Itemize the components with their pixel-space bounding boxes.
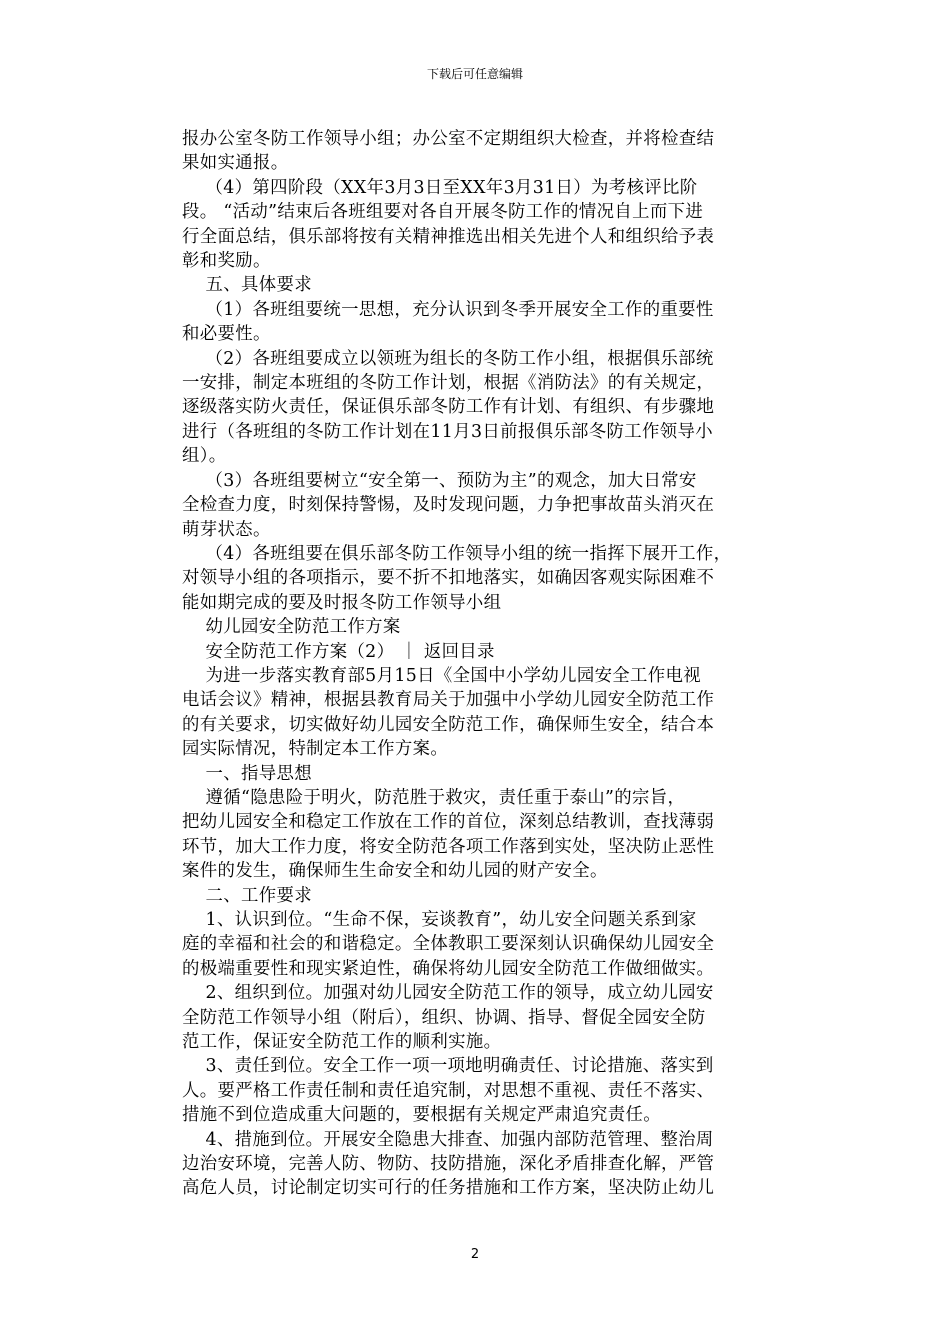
text-line: 报办公室冬防工作领导小组；办公室不定期组织大检查，并将检查结 bbox=[182, 129, 715, 149]
return-to-contents-link[interactable]: 安全防范工作方案（2） ｜ 返回目录 bbox=[182, 641, 495, 662]
text-line: 3、责任到位。安全工作一项一项地明确责任、讨论措施、落实到 bbox=[182, 1056, 714, 1077]
text-line: 的有关要求，切实做好幼儿园安全防范工作，确保师生安全，结合本 bbox=[182, 714, 715, 735]
text-line: 环节，加大工作力度，将安全防范各项工作落到实处，坚决防止恶性 bbox=[182, 836, 715, 857]
page-number: 2 bbox=[470, 1247, 480, 1262]
text-line: （4）各班组要在俱乐部冬防工作领导小组的统一指挥下展开工作， bbox=[182, 543, 732, 564]
text-line: 进行（各班组的冬防工作计划在11月3日前报俱乐部冬防工作领导小 bbox=[182, 421, 713, 442]
text-line: 组）。 bbox=[182, 446, 227, 467]
text-line: 把幼儿园安全和稳定工作放在工作的首位，深刻总结教训，查找薄弱 bbox=[182, 812, 715, 833]
text-line: 园实际情况，特制定本工作方案。 bbox=[182, 739, 449, 760]
text-line: 逐级落实防火责任，保证俱乐部冬防工作有计划、有组织、有步骤地 bbox=[182, 397, 715, 418]
text-line: 果如实通报。 bbox=[182, 153, 289, 174]
text-line: 边治安环境，完善人防、物防、技防措施，深化矛盾排查化解，严管 bbox=[182, 1154, 715, 1175]
text-line: 高危人员，讨论制定切实可行的任务措施和工作方案，坚决防止幼儿 bbox=[182, 1178, 715, 1199]
text-line: 全防范工作领导小组（附后），组织、协调、指导、督促全园安全防 bbox=[182, 1007, 706, 1028]
text-line: （1）各班组要统一思想，充分认识到冬季开展安全工作的重要性 bbox=[182, 299, 714, 320]
text-line: 2、组织到位。加强对幼儿园安全防范工作的领导，成立幼儿园安 bbox=[182, 983, 714, 1004]
text-line: 遵循“隐患险于明火，防范胜于救灾，责任重于泰山”的宗旨， bbox=[182, 787, 686, 808]
text-line: （3）各班组要树立“安全第一、预防为主”的观念，加大日常安 bbox=[182, 470, 697, 491]
text-line: 能如期完成的要及时报冬防工作领导小组 bbox=[182, 592, 502, 613]
text-line: 范工作，保证安全防范工作的顺利实施。 bbox=[182, 1032, 502, 1053]
text-line: 4、措施到位。开展安全隐患大排查、加强内部防范管理、整治周 bbox=[182, 1129, 714, 1150]
section-heading: 二、工作要求 bbox=[182, 885, 312, 906]
text-line: 电话会议》精神，根据县教育局关于加强中小学幼儿园安全防范工作 bbox=[182, 690, 715, 711]
text-line: （2）各班组要成立以领班为组长的冬防工作小组，根据俱乐部统 bbox=[182, 348, 714, 369]
text-line: 庭的幸福和社会的和谐稳定。全体教职工要深刻认识确保幼儿园安全 bbox=[182, 934, 715, 955]
text-line: 人。要严格工作责任制和责任追究制，对思想不重视、责任不落实、 bbox=[182, 1080, 715, 1101]
text-line: 对领导小组的各项指示，要不折不扣地落实，如确因客观实际困难不 bbox=[182, 568, 715, 589]
document-body bbox=[182, 127, 772, 1201]
document-title: 幼儿园安全防范工作方案 bbox=[182, 617, 401, 638]
text-line: 一安排，制定本班组的冬防工作计划，根据《消防法》的有关规定， bbox=[182, 373, 715, 394]
text-line: 为进一步落实教育部5月15日《全国中小学幼儿园安全工作电视 bbox=[182, 665, 702, 686]
text-line: 和必要性。 bbox=[182, 324, 271, 345]
text-line: 全检查力度，时刻保持警惕，及时发现问题，力争把事故苗头消灭在 bbox=[182, 495, 715, 516]
text-line: 1、认识到位。“生命不保，妄谈教育”，幼儿安全问题关系到家 bbox=[182, 910, 697, 930]
text-line: 措施不到位造成重大问题的，要根据有关规定严肃追究责任。 bbox=[182, 1105, 661, 1126]
text-line: （4）第四阶段（XX年3月3日至XX年3月31日）为考核评比阶 bbox=[182, 177, 698, 198]
page-header: 下载后可任意编辑 bbox=[426, 67, 523, 81]
text-line: 的极端重要性和现实紧迫性，确保将幼儿园安全防范工作做细做实。 bbox=[182, 958, 715, 979]
section-heading: 五、具体要求 bbox=[182, 275, 312, 296]
text-line: 彰和奖励。 bbox=[182, 251, 271, 272]
text-line: 案件的发生，确保师生生命安全和幼儿园的财产安全。 bbox=[182, 861, 608, 882]
text-line: 段。 “活动”结束后各班组要对各自开展冬防工作的情况自上而下进 bbox=[182, 202, 704, 223]
text-line: 行全面总结，俱乐部将按有关精神推选出相关先进个人和组织给予表 bbox=[182, 226, 715, 247]
section-heading: 一、指导思想 bbox=[182, 763, 312, 784]
text-line: 萌芽状态。 bbox=[182, 519, 271, 540]
